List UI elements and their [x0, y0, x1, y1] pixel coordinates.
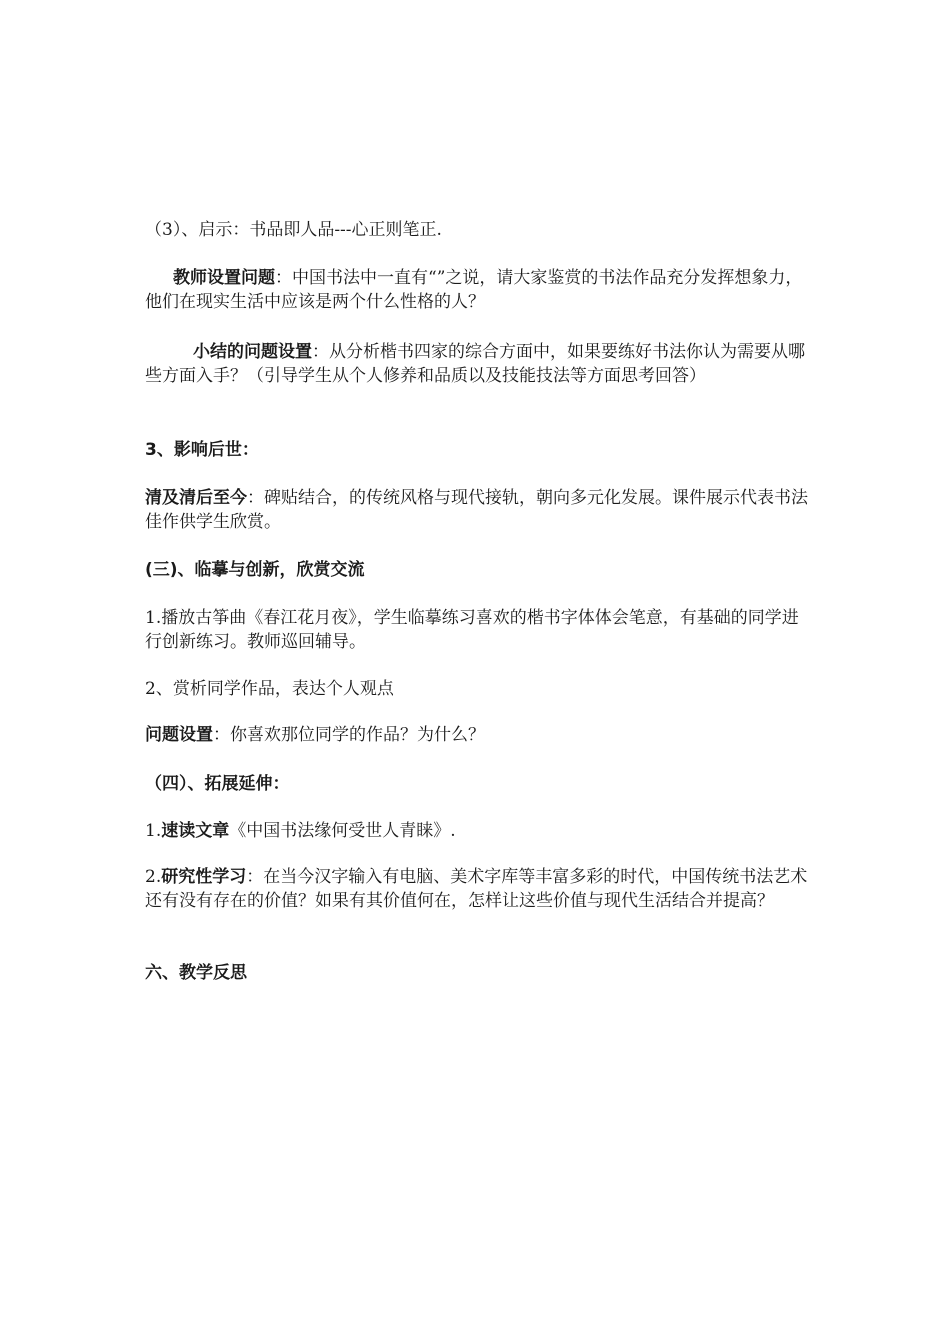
reflection-heading-text: 六、教学反思 [145, 963, 247, 983]
heading-section-three [145, 558, 810, 582]
paragraph-teacher-question [145, 266, 810, 314]
summary-question-text: ：从分析楷书四家的综合方面中，如果要练好书法你认为需要从哪些方面入手？（引导学生从个人修养和品质以及技能技法等方面思考回答） [145, 342, 805, 386]
section-four-heading-text: （四）、拓展延伸： [145, 774, 290, 794]
influence-heading-text: 3、影响后世： [145, 440, 259, 460]
appreciate-text: 2、赏析同学作品，表达个人观点 [145, 679, 394, 699]
paragraph-inspiration [145, 218, 810, 242]
heading-reflection [145, 961, 810, 985]
paragraph-appreciate [145, 677, 810, 701]
paragraph-copy-practice [145, 606, 810, 654]
copy-practice-text: 1.播放古筝曲《春江花月夜》，学生临摹练习喜欢的楷书字体体会笔意，有基础的同学进行创新练习。教师巡回辅导。 [145, 608, 799, 652]
question-setting-label: 问题设置 [145, 725, 213, 745]
paragraph-speed-reading [145, 819, 810, 843]
paragraph-summary-question [145, 340, 810, 388]
heading-section-four [145, 772, 810, 796]
research-prefix: 2. [145, 867, 162, 887]
speed-reading-label: 速读文章 [161, 821, 230, 841]
teacher-question-text: ：中国书法中一直有“”之说，请大家鉴赏的书法作品充分发挥想象力，他们在现实生活中应该是两个什么性格的人？ [145, 268, 803, 312]
inspiration-text: （3）、启示：书品即人品---心正则笔正. [145, 220, 442, 240]
paragraph-question-setting [145, 723, 810, 747]
section-three-heading-text: (三)、临摹与创新，欣赏交流 [145, 560, 365, 580]
research-label: 研究性学习 [161, 867, 247, 887]
paragraph-research [145, 865, 810, 913]
heading-influence [145, 438, 810, 462]
qing-label: 清及清后至今 [145, 488, 247, 508]
teacher-question-label: 教师设置问题 [173, 268, 275, 288]
research-text: ：在当今汉字输入有电脑、美术字库等丰富多彩的时代，中国传统书法艺术还有没有存在的价值？如果有其价值何在，怎样让这些价值与现代生活结合并提高？ [145, 867, 808, 911]
speed-reading-prefix: 1. [145, 821, 162, 841]
summary-question-label: 小结的问题设置 [193, 342, 312, 362]
speed-reading-text: 《中国书法缘何受世人青睐》. [229, 821, 456, 841]
qing-text: ：碑贴结合，的传统风格与现代接轨，朝向多元化发展。课件展示代表书法佳作供学生欣赏。 [145, 488, 808, 532]
paragraph-qing [145, 486, 810, 534]
question-setting-text: ：你喜欢那位同学的作品？为什么？ [213, 725, 485, 745]
